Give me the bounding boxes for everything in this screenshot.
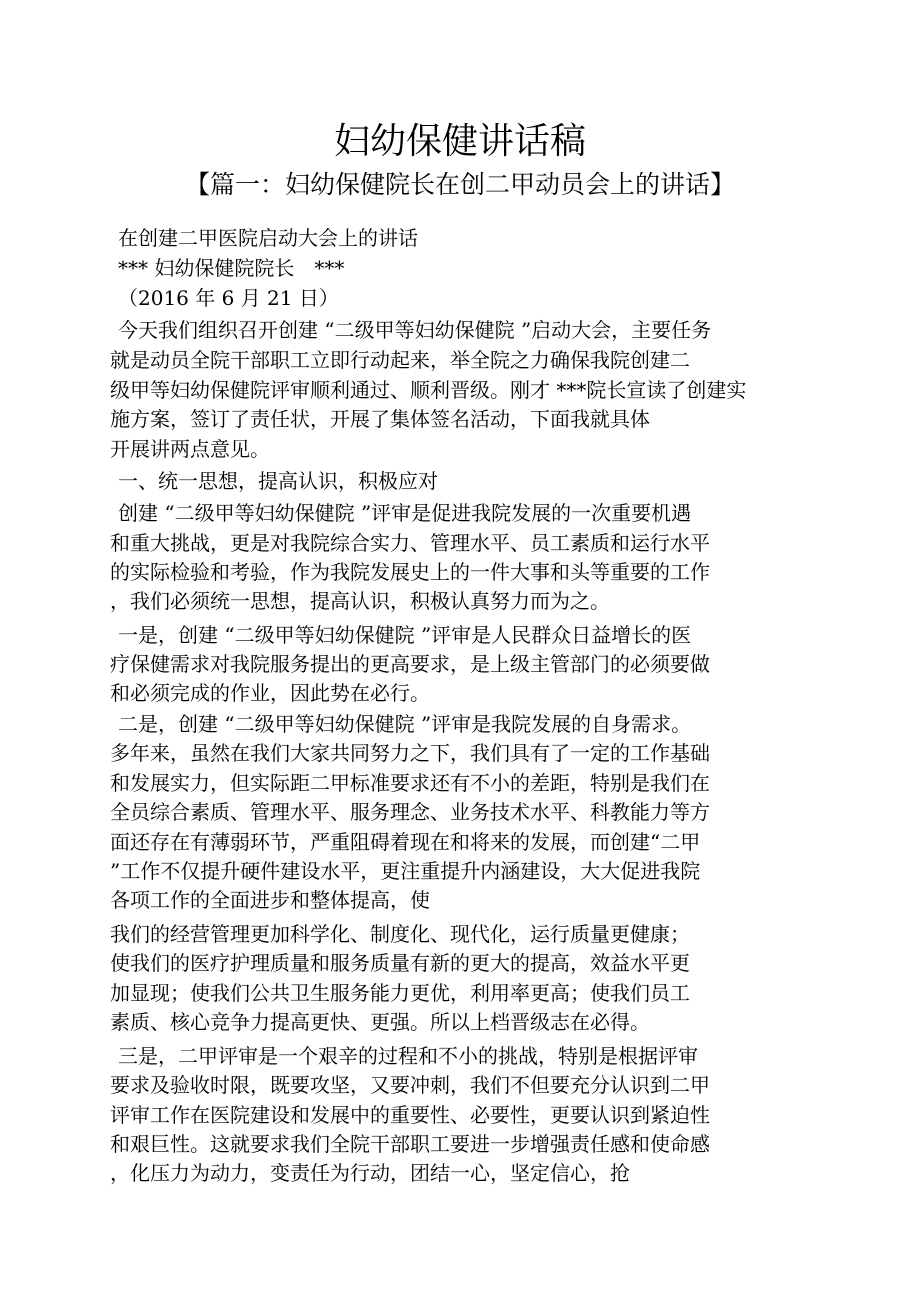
document-title: 妇幼保健讲话稿 [333, 121, 586, 162]
text-line: 和发展实力，但实际距二甲标准要求还有不小的差距，特别是我们在 [110, 771, 710, 795]
speaker-line: *** 妇幼保健院院长 *** [118, 256, 345, 280]
text-line: 今天我们组织召开创建 “二级甲等妇幼保健院 ”启动大会，主要任务 [118, 318, 712, 342]
text-line: 三是，二甲评审是一个艰辛的过程和不小的挑战，特别是根据评审 [118, 1044, 698, 1068]
text-line: ，化压力为动力，变责任为行动，团结一心，坚定信心，抢 [110, 1161, 630, 1185]
text-line: 要求及验收时限，既要攻坚，又要冲刺，我们不但要充分认识到二甲 [110, 1073, 710, 1097]
text-line: 面还存在有薄弱环节，严重阻碍着现在和将来的发展，而创建“二甲 [110, 830, 701, 854]
text-line: 使我们的医疗护理质量和服务质量有新的更大的提高，效益水平更 [110, 951, 690, 975]
text-line: 素质、核心竞争力提高更快、更强。所以上档晋级志在必得。 [110, 1010, 650, 1034]
text-line: 全员综合素质、管理水平、服务理念、业务技术水平、科教能力等方 [110, 800, 710, 824]
text-line: 一是，创建 “二级甲等妇幼保健院 ”评审是人民群众日益增长的医 [118, 623, 692, 647]
date-line: （2016 年 6 月 21 日） [118, 286, 339, 310]
text-line: 施方案，签订了责任状，开展了集体签名活动，下面我就具体 [110, 407, 650, 431]
text-line: 我们的经营管理更加科学化、制度化、现代化，运行质量更健康； [110, 922, 690, 946]
text-line: 和艰巨性。这就要求我们全院干部职工要进一步增强责任感和使命感 [110, 1132, 710, 1156]
text-line: ”工作不仅提升硬件建设水平，更注重提升内涵建设，大大促进我院 [110, 859, 701, 883]
section-heading: 一、统一思想，提高认识，积极应对 [118, 469, 438, 493]
text-line: 加显现；使我们公共卫生服务能力更优，利用率更高；使我们员工 [110, 981, 690, 1005]
text-line: 评审工作在医院建设和发展中的重要性、必要性，更要认识到紧迫性 [110, 1103, 710, 1127]
text-line: 创建 “二级甲等妇幼保健院 ”评审是促进我院发展的一次重要机遇 [118, 501, 692, 525]
text-line: 多年来，虽然在我们大家共同努力之下，我们具有了一定的工作基础 [110, 741, 710, 765]
text-line: 疗保健需求对我院服务提出的更高要求，是上级主管部门的必须要做 [110, 652, 710, 676]
document-subtitle: 【篇一：妇幼保健院长在创二甲动员会上的讲话】 [184, 170, 735, 199]
text-line: 各项工作的全面进步和整体提高，使 [110, 888, 430, 912]
text-line: ，我们必须统一思想，提高认识，积极认真努力而为之。 [110, 589, 610, 613]
text-line: 开展讲两点意见。 [110, 437, 270, 461]
text-line: 的实际检验和考验，作为我院发展史上的一件大事和头等重要的工作 [110, 560, 710, 584]
text-line: 和必须完成的作业，因此势在必行。 [110, 681, 430, 705]
text-line: 和重大挑战，更是对我院综合实力、管理水平、员工素质和运行水平 [110, 531, 710, 555]
speech-heading: 在创建二甲医院启动大会上的讲话 [118, 226, 418, 250]
text-line: 二是，创建 “二级甲等妇幼保健院 ”评审是我院发展的自身需求。 [118, 712, 692, 736]
text-line: 就是动员全院干部职工立即行动起来，举全院之力确保我院创建二 [110, 348, 690, 372]
text-line: 级甲等妇幼保健院评审顺利通过、顺利晋级。刚才 ***院长宣读了创建实 [110, 378, 747, 402]
